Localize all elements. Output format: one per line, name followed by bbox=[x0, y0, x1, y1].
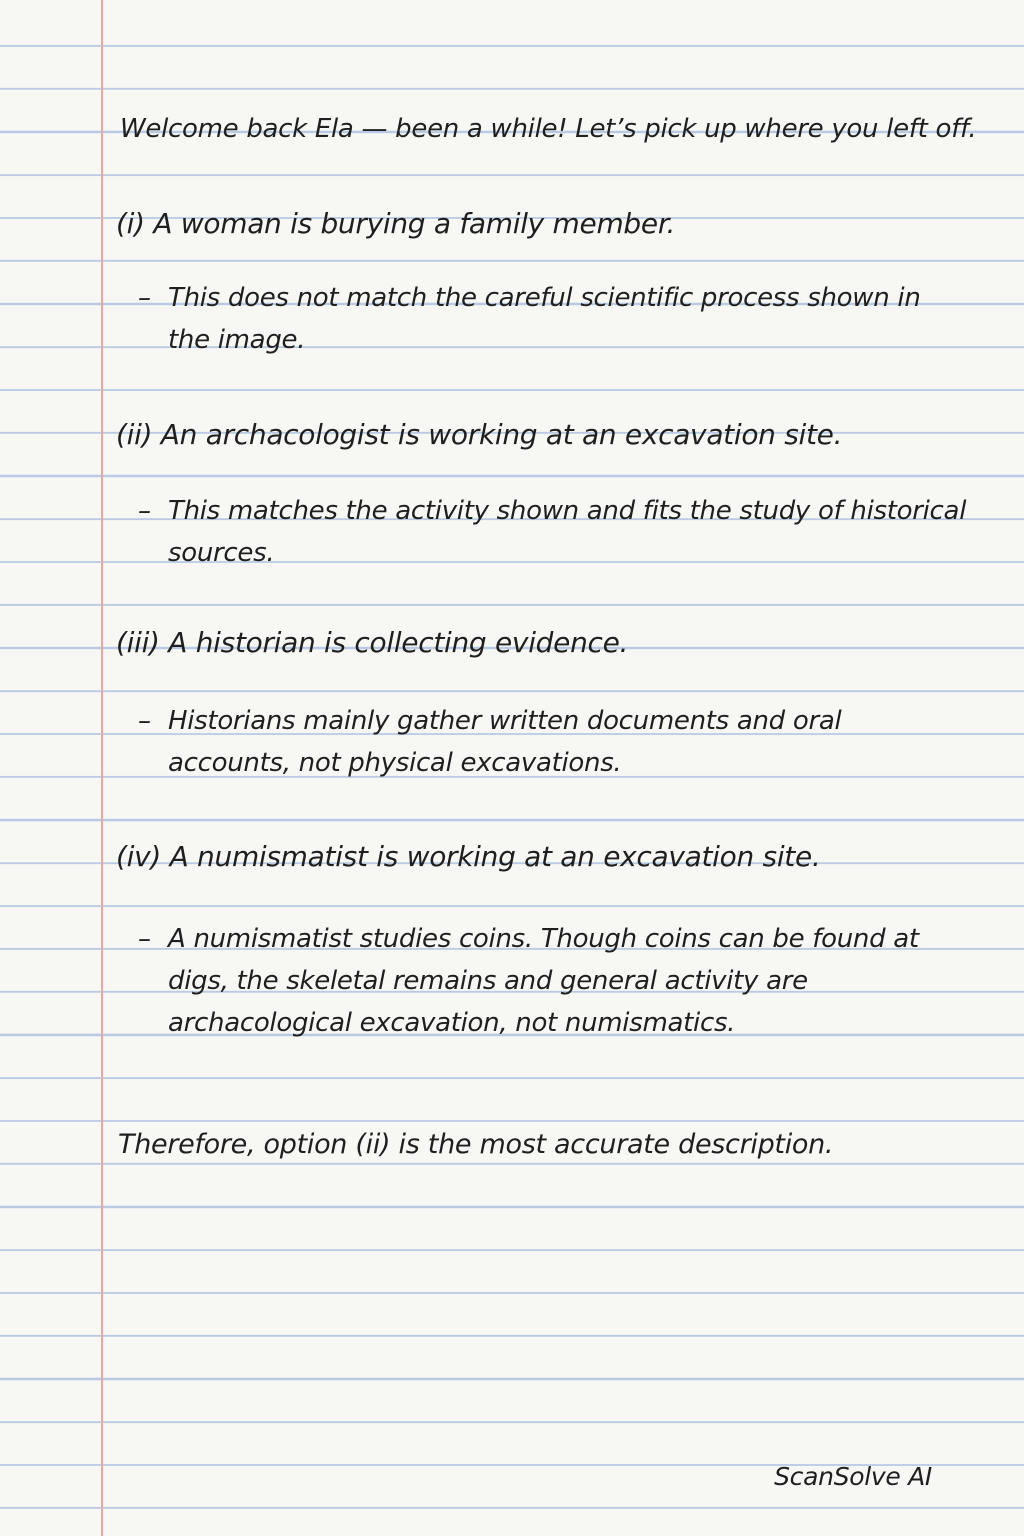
explanation-text: This matches the activity shown and fits the study of historical sources. bbox=[168, 496, 967, 568]
explanation-text: Historians mainly gather written documents and oral accounts, not physical excavations. bbox=[168, 706, 842, 778]
dash-bullet: – bbox=[138, 283, 151, 313]
option-iii-explanation bbox=[138, 700, 978, 784]
welcome-message: Welcome back Ela — been a while! Let’s pick up where you left off. bbox=[120, 114, 977, 144]
dash-bullet: – bbox=[138, 706, 151, 736]
option-i: (i) A woman is burying a family member. bbox=[116, 207, 676, 240]
margin-line bbox=[101, 0, 103, 1536]
conclusion: Therefore, option (ii) is the most accurate description. bbox=[118, 1129, 834, 1160]
dash-bullet: – bbox=[138, 924, 151, 954]
explanation-text: This does not match the careful scientific process shown in the image. bbox=[168, 283, 921, 355]
option-i-explanation bbox=[138, 277, 978, 361]
brand-signature: ScanSolve AI bbox=[774, 1462, 932, 1491]
option-iv: (iv) A numismatist is working at an excavation site. bbox=[116, 840, 821, 873]
option-iv-explanation bbox=[138, 918, 978, 1044]
option-iii: (iii) A historian is collecting evidence. bbox=[116, 626, 629, 659]
option-ii-explanation bbox=[138, 490, 978, 574]
explanation-text: A numismatist studies coins. Though coins can be found at digs, the skeletal remains and general activity are archacological excavation, not numismatics. bbox=[168, 924, 919, 1038]
option-ii: (ii) An archacologist is working at an excavation site. bbox=[116, 418, 843, 451]
dash-bullet: – bbox=[138, 496, 151, 526]
